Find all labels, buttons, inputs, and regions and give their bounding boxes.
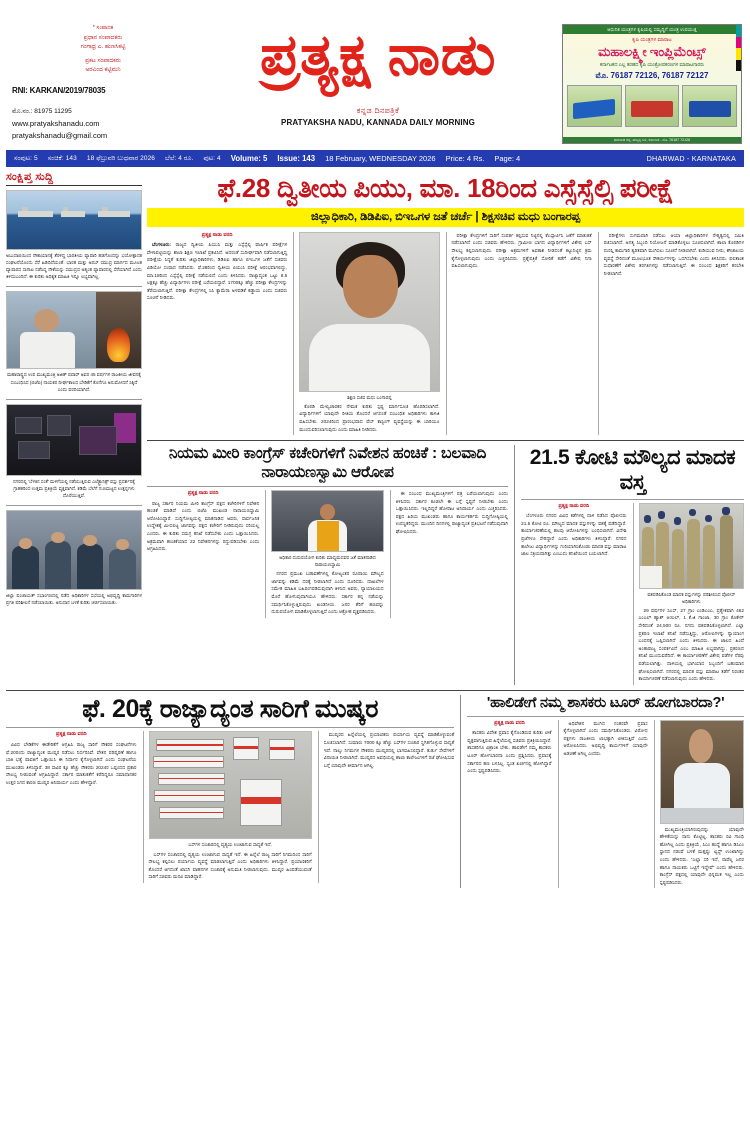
byline: ಪ್ರತ್ಯಕ್ಷ ನಾಡು ವರದಿ xyxy=(187,490,219,497)
sidebar-brief-news xyxy=(6,171,142,685)
congress-col-2 xyxy=(265,490,383,618)
lead-col-3 xyxy=(446,232,592,436)
transport-headline: ಫೆ. 20ಕ್ಕೆ ರಾಜ್ಯಾದ್ಯಂತ ಸಾರಿಗೆ ಮುಷ್ಕರ xyxy=(82,694,379,723)
mla-photo-portrait xyxy=(660,720,744,824)
ad-product-images xyxy=(563,81,741,127)
congress-body-3: ಈ ಸಂಬಂಧ ಮುಖ್ಯಮಂತ್ರಿಗಳಿಗೆ ಪತ್ರ ಬರೆಯಲಾಗುವುದು ಎಂದು ತಿಳಿಸಿದರು. ಸರ್ಕಾರ ಕೂಡಲೇ ಈ ಬಗ್ಗೆ ಸ್ಪಷ್ಟನೆ ನೀಡಬೇಕು ಎಂದು ಒತ್ತಾಯಿಸಿದರು. ಇಲ್ಲದಿದ್ದರೆ ಹೋರಾಟ ಅನಿವಾರ್ಯ ಎಂದು ಎಚ್ಚರಿಸಿದರು. ಪಕ್ಷದ ಹಿರಿಯ ಮುಖಂಡರು ಹಾಗೂ ಕಾರ್ಯಕರ್ತರು ಸುದ್ದಿಗೋಷ್ಠಿಯಲ್ಲಿ ಉಪಸ್ಥಿತರಿದ್ದರು. ಮುಂದಿನ ದಿನಗಳಲ್ಲಿ ರಾಜ್ಯಾದ್ಯಂತ ಪ್ರತಿಭಟನೆ ನಡೆಸುವುದಾಗಿ ಘೋಷಿಸಿದರು. xyxy=(395,491,509,535)
story-congress[interactable] xyxy=(147,445,508,685)
editor-line-2: ಗಂಗಾಧ್ರ ಎ. ಹುಣಸಿಕಟ್ಟಿ xyxy=(80,44,126,51)
lead-col-1 xyxy=(147,232,287,436)
place-line: DHARWAD - KARNATAKA xyxy=(646,154,736,163)
drugs-headline: 21.5 ಕೋಟಿ ಮೌಲ್ಯದ ಮಾದಕ ವಸ್ತ xyxy=(529,446,736,495)
rni-number: RNI: KARKAN/2019/78035 xyxy=(12,85,106,95)
story-drugs[interactable] xyxy=(514,445,744,685)
issue-english: Issue: 143 xyxy=(277,154,316,163)
ad-plough-image xyxy=(567,85,622,127)
congress-photo-caption: ಅಧಿಕಾರ ದುರುಪಯೋಗ ಕುರಿತು ಮಾಧ್ಯಮದವರ ಜತೆ ಮಾತನಾಡಿದ ನಾರಾಯಣಸ್ವಾಮಿ xyxy=(279,555,376,568)
ad-trailer-image xyxy=(682,85,737,127)
date-english: 18 February, WEDNESDAY 2026 xyxy=(325,154,436,163)
lead-subheadline: ಜಿಲ್ಲಾಧಿಕಾರಿ, ಡಿಡಿಪಿಐ, ಬಿಇಒಗಳ ಜತೆ ಚರ್ಚೆ | ಶಿಕ್ಷಸಚಿವ ಮಧು ಬಂಗಾರಪ್ಪ xyxy=(147,208,744,227)
publication-info-bar xyxy=(6,150,744,167)
congress-photo-speaker xyxy=(271,490,383,552)
editor-label: * ಸಂಪಾದಕ xyxy=(92,25,114,31)
drugs-photo-caption: ವಶಪಡಿಸಿಕೊಂಡ ಮಾದಕ ವಸ್ತುಗಳನ್ನು ಪರಿಶೀಲಿಸಿದ ಪೊಲೀಸ್ ಅಧಿಕಾರಿಗಳು xyxy=(647,591,736,604)
transport-body-2: ಬಸ್‌ಗಳ ಸಂಚಾರದಲ್ಲಿ ವ್ಯತ್ಯಯ ಉಂಟಾಗುವ ಸಾಧ್ಯತೆ ಇದೆ. ಈ ಹಿನ್ನೆಲೆ ರಾಜ್ಯ ಸಾರಿಗೆ ನಿಗಮದಿಂದ ಸಾರಿಗೆ ಸೌಲಭ್ಯ ಕಲ್ಪಿಸಲು ಪರ್ಯಾಯ ವ್ಯವಸ್ಥೆ ಮಾಡಲಾಗುತ್ತಿದೆ ಎಂದು ಅಧಿಕಾರಿಗಳು ತಿಳಿಸಿದ್ದಾರೆ. ಪ್ರಯಾಣಿಕರಿಗೆ ತೊಂದರೆ ಆಗದಂತೆ ಖಾಸಗಿ ವಾಹನಗಳ ಸಂಚಾರಕ್ಕೆ ಅನುಮತಿ ನೀಡಲಾಗುವುದು. ಮುಷ್ಕರ ಹಿಂಪಡೆಯುವಂತೆ ಸಾರಿಗೆ ಸಚಿವರು ಮನವಿ ಮಾಡಿದ್ದಾರೆ. xyxy=(148,851,312,880)
editor-line-1: ಪ್ರಧಾನ ಸಂಪಾದಕರು xyxy=(83,34,123,41)
divider xyxy=(6,286,142,287)
lead-headline: ಫೆ.28 ದ್ವಿತೀಯ ಪಿಯು, ಮಾ. 18ರಿಂದ ಎಸ್ಸೆಸ್ಸೆಲ್ಸಿ ಪರೀಕ್ಷೆ xyxy=(217,173,674,203)
tagline-english: PRATYAKSHA NADU, KANNADA DAILY MORNING xyxy=(281,117,475,127)
section-divider xyxy=(6,690,744,691)
ad-ribbon: ಕೃಷಿ ಯಂತ್ರಗಳ ಮಾರಾಟ xyxy=(632,37,672,43)
contact-block xyxy=(12,107,194,142)
congress-headline: ನಿಯಮ ಮೀರಿ ಕಾಂಗ್ರೆಸ್ ಕಚೇರಿಗಳಿಗೆ ನಿವೇಶನ ಹಂಚಿಕೆ : ಬಲವಾದಿ ನಾರಾಯಣಸ್ವಾಮಿ ಆರೋಪ xyxy=(168,445,487,482)
lead-body-4: ಪರೀಕ್ಷೆಗಳು ಸುಗಮವಾಗಿ ನಡೆಸಲು ಆಯಾ ಜಿಲ್ಲಾಧಿಕಾರಿಗಳ ನೇತೃತ್ವದಲ್ಲಿ ಸಮಿತಿ ರಚಿಸಲಾಗಿದೆ. ಅಗತ್ಯ ಸಿಬ್ಬಂದಿ ನಿಯೋಜನೆ ಮಾಡಿಕೊಳ್ಳಲು ಸೂಚಿಸಲಾಗಿದೆ. ಶಾಲಾ ಕೊಠಡಿಗಳ ದುರಸ್ತಿ ಕಾಮಗಾರಿ ತ್ವರಿತವಾಗಿ ಮುಗಿಸಲು ಸೂಚನೆ ನೀಡಲಾಗಿದೆ. ಕುಡಿಯುವ ನೀರು, ಶೌಚಾಲಯ ವ್ಯವಸ್ಥೆ ಸೇರಿದಂತೆ ಮೂಲಭೂತ ಸೌಕರ್ಯಗಳನ್ನು ಒದಗಿಸಬೇಕು ಎಂದು ತಿಳಿಸಿದರು. ಫಲಿತಾಂಶ ಸುಧಾರಣೆಗೆ ವಿಶೇಷ ತರಗತಿಗಳನ್ನು ನಡೆಸಲಾಗುತ್ತಿದೆ. ಈ ಸಂಬಂಧ ಶಿಕ್ಷಕರಿಗೆ ತರಬೇತಿ ನೀಡಲಾಗಿದೆ. xyxy=(603,232,744,276)
lead-col-2 xyxy=(293,232,439,436)
pagecount-english: Page: 4 xyxy=(494,154,521,163)
lead-body-2: ಕೊಠಡಿ ಮೇಲ್ವಿಚಾರಕರ ನೇಮಕ ಕುರಿತು ಸ್ಪಷ್ಟ ಮಾರ್ಗಸೂಚಿ ಹೊರಡಿಸಲಾಗಿದೆ. ವಿದ್ಯಾರ್ಥಿಗಳಿಗೆ ಯಾವುದೇ ರೀತಿಯ ತೊಂದರೆ ಆಗದಂತೆ ಸಂಬಂಧಿತ ಅಧಿಕಾರಿಗಳು ಕಾಳಜಿ ವಹಿಸಬೇಕು. 2024ರಿಂದ ಪ್ರಾರಂಭವಾದ ವೆಬ್ ಕಾಸ್ಟಿಂಗ್ ವ್ಯವಸ್ಥೆಯನ್ನು ಈ ಬಾರಿಯೂ ಮುಂದುವರಿಸಲಾಗುವುದು ಎಂದು ಮಾಹಿತಿ ನೀಡಿದರು. xyxy=(299,403,440,432)
section-divider xyxy=(147,440,744,441)
drugs-body-2: 29 ವರ್ಷಗಳ ಸಿಎಸ್, 27 ಗ್ರಾಂ ಎಂಡಿಎಂಎ, ಪ್ರತ್ಯೇಕವಾಗಿ 462 ಎಂಎಲ್ ಹ್ಯಾಶ್ ಆಯಿಲ್, 1 ಕೆ.ಜಿ ಗಾಂಜಾ, 30 ಗ್ರಾಂ ಕೊಕೇನ್ ಸೇರಿದಂತೆ 24,500 ರೂ. ನಗದು ವಶಪಡಿಸಿಕೊಳ್ಳಲಾಗಿದೆ. ಎಲ್ಲಾ ಪ್ರಕರಣ ಇಲಾಖೆ ತನಿಖೆ ನಡೆಸುತ್ತಿದ್ದು, ಆರೋಪಿಗಳನ್ನು ನ್ಯಾಯಾಂಗ ಬಂಧನಕ್ಕೆ ಒಪ್ಪಿಸಲಾಗಿದೆ ಎಂದು ತಿಳಿಸಿದರು. ಈ ಜಾಲದ ಹಿಂದೆ ಅಂತಾರಾಜ್ಯ ಸಂಪರ್ಕವಿದೆ ಎಂಬ ಮಾಹಿತಿ ಲಭ್ಯವಾಗಿದ್ದು, ಪ್ರಕರಣದ ತನಿಖೆ ಮುಂದುವರೆದಿದೆ. ಈ ಕಾರ್ಯಾಚರಣೆಗೆ ವಿಶೇಷ ಪಡೆಗಳ ನೆರವು ಪಡೆಯಲಾಗಿತ್ತು. ದಾಳಿಯಲ್ಲಿ ಭಾಗಿಯಾದ ಸಿಬ್ಬಂದಿಗೆ ಬಹುಮಾನ ಘೋಷಿಸಲಾಗಿದೆ. ನಗರದಲ್ಲಿ ಮಾದಕ ವಸ್ತು ಮಾರಾಟ ತಡೆಗೆ ನಿರಂತರ ಕಾರ್ಯಾಚರಣೆ ನಡೆಸಲಾಗುವುದು ಎಂದು ಹೇಳಿದರು. xyxy=(638,607,744,682)
lead-photo-minister xyxy=(299,232,439,392)
lead-body-3: ಪರೀಕ್ಷಾ ಕೇಂದ್ರಗಳಿಗೆ ಸಾರಿಗೆ ಸಂಪರ್ಕ ಕಲ್ಪಿಸುವ ನಿಟ್ಟಿನಲ್ಲಿ ಕೆಎಸ್ಸಾರ್ಟಿಸಿ ಜತೆಗೆ ಮಾತುಕತೆ ನಡೆಸಲಾಗಿದೆ ಎಂದು ಸಚಿವರು ಹೇಳಿದರು. ಗ್ರಾಮೀಣ ಭಾಗದ ವಿದ್ಯಾರ್ಥಿಗಳಿಗೆ ವಿಶೇಷ ಬಸ್ ಸೌಲಭ್ಯ ಕಲ್ಪಿಸಲಾಗುವುದು. ಪರೀಕ್ಷಾ ಅಕ್ರಮಗಳಿಗೆ ಅವಕಾಶ ನೀಡದಂತೆ ಕಟ್ಟುನಿಟ್ಟಿನ ಕ್ರಮ ಕೈಗೊಳ್ಳಲಾಗುವುದು ಎಂದು ಎಚ್ಚರಿಸಿದರು. ಪ್ರಶ್ನೆಪತ್ರಿಕೆ ಸೋರಿಕೆ ತಡೆಗೆ ವಿಶೇಷ ನಿಗಾ ವಹಿಸಲಾಗುವುದು. xyxy=(451,232,592,269)
ad-top-banner: ಆಧುನಿಕ ಯಂತ್ರಗಳ ಕೃಷಿಯಲ್ಲಿ ಸಮೃದ್ಧಿಗೆ ಯಂತ್ರ ಉಪಯುಕ್ತ xyxy=(563,25,741,34)
congress-body-2: ನಗರದ ಪ್ರಮುಖ ಬಡಾವಣೆಗಳಲ್ಲಿ ಕೋಟ್ಯಂತರ ರೂಪಾಯಿ ಮೌಲ್ಯದ ಜಾಗವನ್ನು ಕಡಿಮೆ ದರಕ್ಕೆ ನೀಡಲಾಗಿದೆ ಎಂದು ದೂರಿದರು. ದಾಖಲೆಗಳ ಸಮೇತ ಮಾಹಿತಿ ಬಹಿರಂಗಪಡಿಸುವುದಾಗಿ ತಿಳಿಸಿದ ಅವರು, ನ್ಯಾಯಾಲಯದ ಮೊರೆ ಹೋಗುವುದಾಗಿಯೂ ಹೇಳಿದರು. ಸರ್ಕಾರ ತನ್ನ ನಡೆಯನ್ನು ಸಮರ್ಥಿಸಿಕೊಳ್ಳುತ್ತಿರುವುದು ಖಂಡನೀಯ. ಜನರ ತೆರಿಗೆ ಹಣವನ್ನು ದುರುಪಯೋಗ ಮಾಡಿಕೊಳ್ಳಲಾಗುತ್ತಿದೆ ಎಂದು ಆಕ್ರೋಶ ವ್ಯಕ್ತಪಡಿಸಿದರು. xyxy=(271,571,384,615)
byline: ಪ್ರತ್ಯಕ್ಷ ನಾಡು ವರದಿ xyxy=(55,731,87,738)
sidebar-item-leader[interactable] xyxy=(6,291,142,392)
transport-body-3: ಮುಷ್ಕರದ ಹಿನ್ನೆಲೆಯಲ್ಲಿ ಪ್ರಯಾಣಿಕರು ಪರ್ಯಾಯ ವ್ಯವಸ್ಥೆ ಮಾಡಿಕೊಳ್ಳುವಂತೆ ಸೂಚಿಸಲಾಗಿದೆ. ಸುಮಾರು 7000 ಕ್ಕೂ ಹೆಚ್ಚು ಬಸ್‌ಗಳ ಸಂಚಾರ ಸ್ಥಗಿತಗೊಳ್ಳುವ ಸಾಧ್ಯತೆ ಇದೆ. ನಾಲ್ಕು ನಿಗಮಗಳ ನೌಕರರು ಮುಷ್ಕರದಲ್ಲಿ ಭಾಗವಹಿಸಲಿದ್ದಾರೆ. ತುರ್ತು ಸೇವೆಗಳಿಗೆ ವಿನಾಯಿತಿ ನೀಡಲಾಗಿದೆ. ಮುಷ್ಕರದ ಅವಧಿಯಲ್ಲಿ ಶಾಲಾ ಕಾಲೇಜುಗಳಿಗೆ ರಜೆ ಘೋಷಿಸುವ ಬಗ್ಗೆ ಯಾವುದೇ ತೀರ್ಮಾನ ಆಗಿಲ್ಲ. xyxy=(323,732,455,768)
mla-col-1 xyxy=(467,720,551,889)
lead-col-4 xyxy=(598,232,744,436)
issue-kannada: ಸಂಚಿಕೆ: 143 xyxy=(47,154,77,162)
transport-col-3 xyxy=(318,731,455,883)
editor-line-3: ಪ್ರಕಟ ಸಂಪಾದಕರು xyxy=(85,57,121,64)
divider xyxy=(6,505,142,506)
sidebar-caption: ಮಹಾರಾಷ್ಟ್ರದ ಉಪ ಮುಖ್ಯಮಂತ್ರಿ ಅಜಿತ್ ಪವಾರ್ ಅವರ 45 ವರ್ಷಗಳ ರಾಜಕೀಯ ಜೀವನಕ್ಕೆ ಸಂಬಂಧಿಸಿದ (ಬಿಜೆಪಿ) ನಾಯಕರ ದೀರ್ಘಕಾಲದ ಬೇಡಿಕೆಗೆ ಕೊನೆಗೂ ಅನುಮೋದನೆ ಸಿಕ್ಕಿದೆ ಎಂದು ವರದಿಯಾಗಿದೆ. xyxy=(7,372,141,392)
lead-body-1: ರಾಜ್ಯದ ದ್ವಿತೀಯ ಪಿಯುಸಿ ಮತ್ತು ಎಸ್ಸೆಸ್ಸೆಲ್ಸಿ ವಾರ್ಷಿಕ ಪರೀಕ್ಷೆಗಳ ವೇಳಾಪಟ್ಟಿಯನ್ನು ಶಾಲಾ ಶಿಕ್ಷಣ ಇಲಾಖೆ ಪ್ರಕಟಿಸಿದೆ. ಅದರಂತೆ ಸುದೀರ್ಘವಾಗಿ ನಡೆಸಲಾಗುತ್ತಿದ್ದ ಪರೀಕ್ಷೆಯ ಸಿದ್ಧತೆ ಕುರಿತು ಜಿಲ್ಲಾಧಿಕಾರಿಗಳು, ಡಿಡಿಪಿಐ ಹಾಗೂ ಬಿಇಒಗಳ ಜತೆಗೆ ಸಚಿವರು ವಿಡಿಯೋ ಸಂವಾದ ನಡೆಸಿದರು. ಫೆ.28ರಿಂದ ದ್ವಿತೀಯ ಪಿಯುಸಿ ಪರೀಕ್ಷೆ ಆರಂಭವಾಗಲಿದ್ದು, ಮಾ.18ರಿಂದ ಎಸ್ಸೆಸ್ಸೆಲ್ಸಿ ಪರೀಕ್ಷೆ ನಡೆಯಲಿದೆ ಎಂದು ತಿಳಿಸಿದರು. ರಾಜ್ಯಾದ್ಯಂತ ಒಟ್ಟು 8.5 ಲಕ್ಷಕ್ಕೂ ಹೆಚ್ಚು ವಿದ್ಯಾರ್ಥಿಗಳು ಪರೀಕ್ಷೆ ಬರೆಯಲಿದ್ದಾರೆ. 1700ಕ್ಕೂ ಹೆಚ್ಚು ಪರೀಕ್ಷಾ ಕೇಂದ್ರಗಳನ್ನು ತೆರೆಯಲಾಗುತ್ತಿದೆ. ಪರೀಕ್ಷಾ ಕೇಂದ್ರಗಳಲ್ಲಿ ಸಿಸಿ ಕ್ಯಾಮೆರಾ ಅಳವಡಿಕೆ ಕಡ್ಡಾಯ ಎಂದು ಸಚಿವರು ಸೂಚನೆ ನೀಡಿದರು. xyxy=(147,242,288,301)
sidebar-photo-ship xyxy=(6,190,142,250)
masthead-center xyxy=(194,24,562,127)
transport-photo-buses xyxy=(149,731,312,839)
drugs-col-2 xyxy=(633,503,744,685)
sidebar-item-meeting[interactable] xyxy=(6,510,142,606)
middle-row xyxy=(147,445,744,685)
ad-subtitle: ಕರ್ನಾಟಕದ ಎಲ್ಲ ತರಹದ ಕೃಷಿ ಯಂತ್ರೋಪಕರಣಗಳ ಮಾರಾಟಗಾರರು xyxy=(599,63,705,68)
sidebar-caption: ಜಿಲ್ಲಾ ಪಂಚಾಯತ್ ಸಭಾಂಗಣದಲ್ಲಿ ನಡೆದ ಅಧಿಕಾರಿಗಳ ಸಭೆಯಲ್ಲಿ ಅಭಿವೃದ್ಧಿ ಕಾಮಗಾರಿಗಳ ಪ್ರಗತಿ ಪರಿಶೀಲನೆ ನಡೆಸಲಾಯಿತು. ಅನುದಾನ ಬಳಕೆ ಕುರಿತು ಚರ್ಚಿಸಲಾಯಿತು. xyxy=(6,593,142,606)
editor-line-4: ಅರವಿಂದ ಕಟ್ಟಿಮನಿ xyxy=(85,67,121,74)
page-body xyxy=(6,171,744,685)
sidebar-photo-politician xyxy=(6,291,142,369)
masthead-advertisement[interactable] xyxy=(562,24,742,144)
tagline-kannada: ಕನ್ನಡ ದಿನಪತ್ರಿಕೆ xyxy=(356,105,400,115)
editor-block xyxy=(12,24,194,76)
sidebar-caption: ನಗರದಲ್ಲಿ 'ಬೆಳಕಿನ ಸಂತೆ' ಮಳಿಗೆಯಲ್ಲಿ ನಡೆಯುತ್ತಿರುವ ಎಲೆಕ್ಟ್ರಾನಿಕ್ಸ್ ವಸ್ತು ಪ್ರದರ್ಶನಕ್ಕೆ ಗ್ರಾಹಕರಿಂದ ಉತ್ತಮ ಪ್ರತಿಕ್ರಿಯೆ ವ್ಯಕ್ತವಾಗಿದೆ. ಕಡಿಮೆ ಬೆಲೆಗೆ ಗುಣಮಟ್ಟದ ಉತ್ಪನ್ನಗಳು ದೊರೆಯುತ್ತಿವೆ. xyxy=(13,478,135,498)
volume-kannada: ಸಂಪುಟ: 5 xyxy=(14,154,38,162)
sidebar-heading: ಸಂಕ್ಷಿಪ್ತ ಸುದ್ದಿ xyxy=(6,171,142,186)
pagecount-kannada: ಪುಟ: 4 xyxy=(203,154,221,162)
ad-brand-name: ಮಹಾಲಕ್ಷ್ಮೀ ಇಂಪ್ಲಿಮೆಂಟ್ಸ್ xyxy=(598,44,706,59)
price-kannada: ಬೆಲೆ: 4 ರೂ. xyxy=(165,154,194,162)
congress-col-1 xyxy=(147,490,259,618)
mla-col-3 xyxy=(654,720,744,889)
transport-col-2 xyxy=(143,731,312,883)
congress-body-1: ರಾಜ್ಯ ಸರ್ಕಾರ ನಿಯಮ ಮೀರಿ ಕಾಂಗ್ರೆಸ್ ಪಕ್ಷದ ಕಚೇರಿಗಳಿಗೆ ನಿವೇಶನ ಹಂಚಿಕೆ ಮಾಡಿದೆ ಎಂದು ಬಿಜೆಪಿ ಮುಖಂಡ ನಾರಾಯಣಸ್ವಾಮಿ ಆರೋಪಿಸಿದ್ದಾರೆ. ಸುದ್ದಿಗೋಷ್ಠಿಯಲ್ಲಿ ಮಾತನಾಡಿದ ಅವರು, ಸಾರ್ವಜನಿಕ ಉದ್ದೇಶಕ್ಕೆ ಮೀಸಲಿಟ್ಟ ಜಾಗವನ್ನು ಪಕ್ಷದ ಕಚೇರಿಗೆ ನೀಡಿರುವುದು ಸರಿಯಲ್ಲ ಎಂದರು. ಈ ಕುರಿತು ಸಮಗ್ರ ತನಿಖೆ ನಡೆಸಬೇಕು ಎಂದು ಒತ್ತಾಯಿಸಿದರು. ಅಕ್ರಮವಾಗಿ ಹಂಚಿಕೆಯಾದ 22 ನಿವೇಶನಗಳನ್ನು ರದ್ದುಪಡಿಸಬೇಕು ಎಂದು ಆಗ್ರಹಿಸಿದರು. xyxy=(147,500,260,552)
drugs-body-1: ಬೆಂಗಳೂರು ನಗರದ ವಿವಿಧ ಕಡೆಗಳಲ್ಲಿ ದಾಳಿ ನಡೆಸಿದ ಪೊಲೀಸರು 21.5 ಕೋಟಿ ರೂ. ಮೌಲ್ಯದ ಮಾದಕ ವಸ್ತುಗಳನ್ನು ವಶಕ್ಕೆ ಪಡೆದಿದ್ದಾರೆ. ಕಾರ್ಯಾಚರಣೆಯಲ್ಲಿ ಹಲವು ಆರೋಪಿಗಳನ್ನು ಬಂಧಿಸಲಾಗಿದೆ. ವಿದೇಶಿ ಪ್ರಜೆಗಳೂ ಸೇರಿದ್ದಾರೆ ಎಂದು ಅಧಿಕಾರಿಗಳು ತಿಳಿಸಿದ್ದಾರೆ. ನಗರದ ಕಾಲೇಜು ವಿದ್ಯಾರ್ಥಿಗಳನ್ನು ಗುರಿಯಾಗಿಸಿಕೊಂಡು ಮಾದಕ ವಸ್ತು ಮಾರಾಟ ಜಾಲ ಸಕ್ರಿಯವಾಗಿತ್ತು ಎಂಬುದು ತನಿಖೆಯಿಂದ ಬಯಲಾಗಿದೆ. xyxy=(521,513,627,557)
volume-english: Volume: 5 xyxy=(230,154,268,163)
sidebar-item-sea[interactable] xyxy=(6,190,142,280)
lead-story[interactable] xyxy=(147,171,744,435)
transport-col-1 xyxy=(6,731,137,883)
mla-body-3: ಮುಖ್ಯಮಂತ್ರಿಯಾಗಿರುವುದನ್ನು ಯಾವುದೇ ಹೇಳಿಕೆಯನ್ನು ನಾನು ಕೊಟ್ಟಿಲ್ಲ. ಶಾಸಕರು ರವಿ ಗಾಂಧಿ ಹೋಗಿಲ್ಲ ಎಂದು ಪ್ರತಿಕ್ರಿಯೆ, ಸಿಎಂ ಹುದ್ದೆ ಹಾಗೂ ಡಿಸಿಎಂ ಸ್ಥಾನದ ನಡುವೆ ಬಳಕೆ ಮತ್ತಷ್ಟು ಟ್ವಿಸ್ಟ್ ಉಂಟಾಗಿದ್ದು ಎಂದು ಹೇಳಿದರು. "ಎಲ್ಲಾ ಸರಿ ಇದೆ, ನಾವೆಲ್ಲ ಜನರ ಹಾಗೂ ನಾಯಕರು ಒಟ್ಟಿಗೆ ಇದ್ದೇವೆ" ಎಂದು ಹೇಳಿದರು. ಕಾಂಗ್ರೆಸ್ ಪಕ್ಷದಲ್ಲಿ ಯಾವುದೇ ಭಿನ್ನಮತ ಇಲ್ಲ ಎಂದು ಸ್ಪಷ್ಟಪಡಿಸಿದರು. xyxy=(659,826,744,885)
email-link[interactable]: pratyakshanadu@gmail.com xyxy=(12,131,108,141)
drugs-photo-police xyxy=(639,503,744,589)
main-content xyxy=(147,171,744,685)
transport-photo-caption: ಬಸ್‌ಗಳ ಸಂಚಾರದಲ್ಲಿ ವ್ಯತ್ಯಯ ಉಂಟಾಗುವ ಸಾಧ್ಯತೆ ಇದೆ. xyxy=(188,842,272,848)
mla-col-2 xyxy=(558,720,648,889)
mla-body-1: ಶಾಸಕರು ವಿದೇಶ ಪ್ರವಾಸ ಕೈಗೊಂಡಿರುವ ಕುರಿತು ಟೀಕೆ ವ್ಯಕ್ತವಾಗುತ್ತಿರುವ ಹಿನ್ನೆಲೆಯಲ್ಲಿ ಸಚಿವರು ಪ್ರತಿಕ್ರಿಯಿಸಿದ್ದಾರೆ. ಶಾಸಕರಿಗೂ ವಿಶ್ರಾಂತಿ ಬೇಕು. ಹಾಲಿಡೇಗೆ ನಮ್ಮ ಶಾಸಕರು ಟೂರ್ ಹೋಗಬಾರದಾ ಎಂದು ಪ್ರಶ್ನಿಸಿದರು. ಪ್ರವಾಸಕ್ಕೆ ಸರ್ಕಾರದ ಹಣ ಬಳಸಿಲ್ಲ. ಸ್ವಂತ ಖರ್ಚಿನಲ್ಲಿ ಹೋಗಿದ್ದಾರೆ ಎಂದು ಸ್ಪಷ್ಟಪಡಿಸಿದರು. xyxy=(467,730,552,774)
page-title: ಪ್ರತ್ಯಕ್ಷ ನಾಡು xyxy=(259,23,497,87)
masthead xyxy=(6,0,744,148)
mla-headline: 'ಹಾಲಿಡೇಗೆ ನಮ್ಮ ಶಾಸಕರು ಟೂರ್ ಹೋಗಬಾರದಾ?' xyxy=(486,694,725,711)
byline: ಪ್ರತ್ಯಕ್ಷ ನಾಡು ವರದಿ xyxy=(494,719,525,726)
bottom-row xyxy=(6,695,744,889)
transport-body-1: ವಿವಿಧ ಬೇಡಿಕೆಗಳ ಈಡೇರಿಕೆಗೆ ಆಗ್ರಹಿಸಿ ರಾಜ್ಯ ಸಾರಿಗೆ ನೌಕರರ ಸಂಘಟನೆಗಳು ಫೆ.20ರಂದು ರಾಜ್ಯಾದ್ಯಂತ ಮುಷ್ಕರ ನಡೆಸಲು ನಿರ್ಧರಿಸಿವೆ. ವೇತನ ಪರಿಷ್ಕರಣೆ ಹಾಗೂ ಬಾಕಿ ಭತ್ಯೆ ಪಾವತಿಗೆ ಒತ್ತಾಯಿಸಿ ಈ ನಿರ್ಧಾರ ಕೈಗೊಳ್ಳಲಾಗಿದೆ ಎಂದು ಸಂಘಟನೆಯ ಮುಖಂಡರು ತಿಳಿಸಿದ್ದಾರೆ. 38 ಸಾವಿರ ಕ್ಕೂ ಹೆಚ್ಚು ನೌಕರರು 2024ರ ಒಪ್ಪಂದದ ಪ್ರಕಾರ ಸೌಲಭ್ಯ ನೀಡುವಂತೆ ಆಗ್ರಹಿಸಿದ್ದಾರೆ. ಸರ್ಕಾರ ಮಾತುಕತೆಗೆ ಕರೆದಿದ್ದರೂ ಸಮಾಧಾನಕರ ಉತ್ತರ ಸಿಗದ ಕಾರಣ ಮುಷ್ಕರ ಅನಿವಾರ್ಯ ಎಂದು ಹೇಳಿದ್ದಾರೆ. xyxy=(6,741,137,785)
congress-col-3 xyxy=(390,490,508,618)
sidebar-item-shop[interactable] xyxy=(6,404,142,499)
sidebar-photo-electronics xyxy=(6,404,142,476)
price-english: Price: 4 Rs. xyxy=(445,154,485,163)
ad-phone-numbers: ಮೊ. 76187 72126, 76187 72127 xyxy=(595,71,709,80)
lead-photo-caption: ಶಿಕ್ಷಣ ಸಚಿವ ಮಧು ಬಂಗಾರಪ್ಪ xyxy=(347,394,392,400)
sidebar-caption: ಅಬುದಾಬಿಯಿಂದ ನೌಕಾಯಾನಕ್ಕೆ ತೆರಳಿದ್ದ ಭಾರತೀಯ ವ್ಯಾಪಾರಿ ಹಡಗೊಂದನ್ನು ಭಯೋತ್ಪಾದಕ ಸಂಘಟನೆಯೊಂದು ಸೆರೆ ಹಿಡಿದಿದೆಯಂತೆ. ಭಾರತ ಮತ್ತು ಅರಬ್ ಸಮುದ್ರ ಮಾರ್ಗದ ಮೂಲಕ ವ್ಯಾಪಾರದ ಸಾಗಾಟ ನಡೆಸಿದ್ದ ನೌಕೆಯನ್ನು ಸಮುದ್ರದ ಅತ್ಯಂತ ವ್ಯಾಪಾರದಲ್ಲಿ ಸೆರೆಯಾಗಿದೆ ಎಂದು ತಿಳಿದುಬಂದಿದೆ. ಈ ಕುರಿತು ಅಧಿಕೃತ ಮಾಹಿತಿ ಇನ್ನೂ ಲಭ್ಯವಾಗಿಲ್ಲ. xyxy=(6,253,142,280)
divider xyxy=(6,399,142,400)
sidebar-photo-meeting xyxy=(6,510,142,590)
byline: ಪ್ರತ್ಯಕ್ಷ ನಾಡು ವರದಿ xyxy=(558,502,590,509)
story-mla[interactable] xyxy=(460,695,744,889)
ad-rotavator-image xyxy=(625,85,680,127)
mla-body-2: ಅಧಿವೇಶನ ಮುಗಿದ ನಂತರವೇ ಪ್ರವಾಸ ಕೈಗೊಳ್ಳಲಾಗಿದೆ ಎಂದು ಸಮರ್ಥಿಸಿಕೊಂಡರು. ವಿರೋಧ ಪಕ್ಷಗಳು ರಾಜಕೀಯ ಲಾಭಕ್ಕಾಗಿ ಟೀಕಿಸುತ್ತಿವೆ ಎಂದು ಆರೋಪಿಸಿದರು. ಅಭಿವೃದ್ಧಿ ಕಾರ್ಯಗಳಿಗೆ ಯಾವುದೇ ಅಡಚಣೆ ಆಗಿಲ್ಲ ಎಂದರು. xyxy=(563,720,648,757)
date-kannada: 18 ಫೆಬ್ರುವರಿ ಬುಧವಾರ 2026 xyxy=(86,154,156,162)
color-registration-strip xyxy=(736,25,741,71)
byline: ಪ್ರತ್ಯಕ್ಷ ನಾಡು ವರದಿ xyxy=(201,231,233,238)
story-transport[interactable] xyxy=(6,695,454,889)
phone-label: ಮೊ.ನಂ.: 81975 11295 xyxy=(12,107,72,115)
masthead-left-info xyxy=(6,24,194,142)
dateline: ಬೆಂಗಳೂರು: xyxy=(152,242,172,248)
ad-footer-address: ಧಾರವಾಡ ರಸ್ತೆ, ಹುಬ್ಬಳ್ಳಿ ಬಳಿ, ಕರ್ನಾಟಕ - ಮೊ. 76187 72126 xyxy=(563,137,741,143)
website-link[interactable]: www.pratyakshanadu.com xyxy=(12,118,100,128)
drugs-col-1 xyxy=(521,503,626,685)
